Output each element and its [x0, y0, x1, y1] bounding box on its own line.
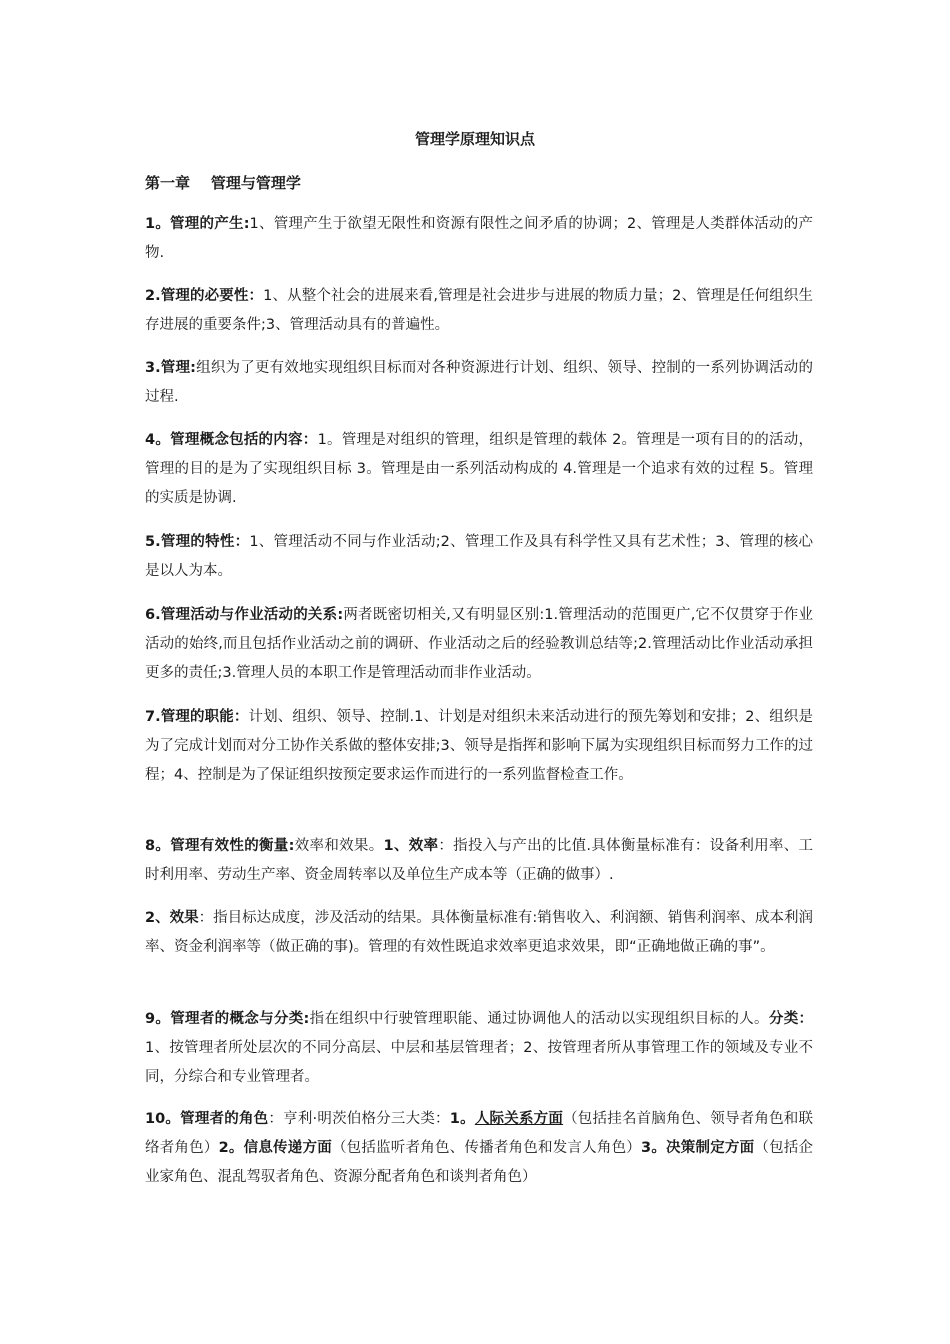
paragraph-10-text-b: 1、按管理者所处层次的不同分高层、中层和基层管理者；2、按管理者所从事管理工作的领域及专业不同，分综合和专业管理者。	[145, 1040, 813, 1085]
paragraph-3-heading: 3.管理:	[145, 360, 196, 376]
paragraph-7-text: 计划、组织、领导、控制.1、计划是对组织未来活动进行的预先筹划和安排；2、组织是为了完成计划而对分工协作关系做的整体安排;3、领导是指挥和影响下属为实现组织目标而努力工作的过程；4、控制是为了保证组织按预定要求运作而进行的一系列监督检查工作。	[145, 709, 813, 783]
paragraph-1-text: 1、管理产生于欲望无限性和资源有限性之间矛盾的协调；2、管理是人类群体活动的产物.	[145, 216, 814, 261]
paragraph-8-heading: 8。管理有效性的衡量:	[145, 838, 295, 854]
paragraph-5	[145, 528, 813, 586]
chapter-heading: 第一章 管理与管理学	[145, 174, 301, 192]
paragraph-7	[145, 703, 813, 790]
paragraph-2	[145, 282, 813, 340]
paragraph-2-heading: 2.管理的必要性：	[145, 288, 264, 304]
paragraph-11-heading: 10。管理者的角色	[145, 1111, 269, 1127]
paragraph-8-text-b: ：指投入与产出的比值.具体衡量标准有：设备利用率、工时利用率、劳动生产率、资金周转率以及单位生产成本等（正确的做事）.	[145, 838, 814, 883]
paragraph-11-item-3-text: （包括企业家角色、混乱驾驭者角色、资源分配者角色和谈判者角色）	[145, 1140, 814, 1185]
paragraph-3	[145, 354, 813, 412]
paragraph-11-item-2-text: （包括监听者角色、传播者角色和发言人角色）	[331, 1140, 642, 1156]
paragraph-2-text: 1、从整个社会的进展来看,管理是社会进步与进展的物质力量；2、管理是任何组织生存进展的重要条件;3、管理活动具有的普遍性。	[145, 288, 813, 333]
paragraph-3-text: 组织为了更有效地实现组织目标而对各种资源进行计划、组织、领导、控制的一系列协调活动的过程.	[145, 360, 813, 405]
paragraph-11-item-1-number: 1。	[449, 1111, 475, 1127]
paragraph-5-text: 1、管理活动不同与作业活动;2、管理工作及具有科学性又具有艺术性；3、管理的核心是以人为本。	[145, 534, 813, 579]
paragraph-4-heading: 4。管理概念包括的内容：	[145, 432, 318, 448]
paragraph-6	[145, 601, 813, 688]
paragraph-4-text: 1。管理是对组织的管理，组织是管理的载体 2。管理是一项有目的的活动，管理的目的是为了实现组织目标 3。管理是由一系列活动构成的 4.管理是一个追求有效的过程 5。管理的实质是协调.	[145, 432, 814, 506]
paragraph-11-item-3-title: 3。决策制定方面	[641, 1140, 755, 1156]
paragraph-8-text-a: 效率和效果。	[294, 838, 384, 854]
paragraph-10-text-a: 指在组织中行驶管理职能、通过协调他人的活动以实现组织目标的人。	[309, 1011, 769, 1027]
paragraph-4	[145, 426, 813, 513]
paragraph-11	[145, 1105, 813, 1192]
paragraph-10-heading: 9。管理者的概念与分类:	[145, 1011, 310, 1027]
document-title: 管理学原理知识点	[414, 130, 535, 148]
paragraph-11-item-2-title: 2。信息传递方面	[218, 1140, 332, 1156]
paragraph-9	[145, 904, 813, 962]
paragraph-7-heading: 7.管理的职能：	[145, 709, 249, 725]
paragraph-6-heading: 6.管理活动与作业活动的关系:	[145, 607, 344, 623]
paragraph-1-heading: 1。管理的产生:	[145, 216, 250, 232]
paragraph-1	[145, 210, 813, 268]
paragraph-11-text-a: ：亨利·明茨伯格分三大类：	[268, 1111, 450, 1127]
paragraph-10-subheading: 分类：	[768, 1011, 814, 1027]
paragraph-8	[145, 832, 813, 890]
paragraph-6-text: 两者既密切相关,又有明显区别:1.管理活动的范围更广,它不仅贯穿于作业活动的始终,而且包括作业活动之前的调研、作业活动之后的经验教训总结等;2.管理活动比作业活动承担更多的责任;3.管理人员的本职工作是管理活动而非作业活动。	[145, 607, 813, 681]
paragraph-8-subheading: 1、效率	[383, 838, 439, 854]
paragraph-5-heading: 5.管理的特性：	[145, 534, 250, 550]
paragraph-10	[145, 1005, 813, 1092]
paragraph-11-item-1-title: 人际关系方面	[474, 1111, 564, 1127]
paragraph-11-item-1-text: （包括挂名首脑角色、领导者角色和联络者角色）	[145, 1111, 814, 1156]
paragraph-9-text: ：指目标达成度，涉及活动的结果。具体衡量标准有:销售收入、利润额、销售利润率、成本利润率、资金利润率等（做正确的事)。管理的有效性既追求效率更追求效果，即“正确地做正确的事”。	[145, 910, 813, 955]
paragraph-9-heading: 2、效果	[145, 910, 199, 926]
